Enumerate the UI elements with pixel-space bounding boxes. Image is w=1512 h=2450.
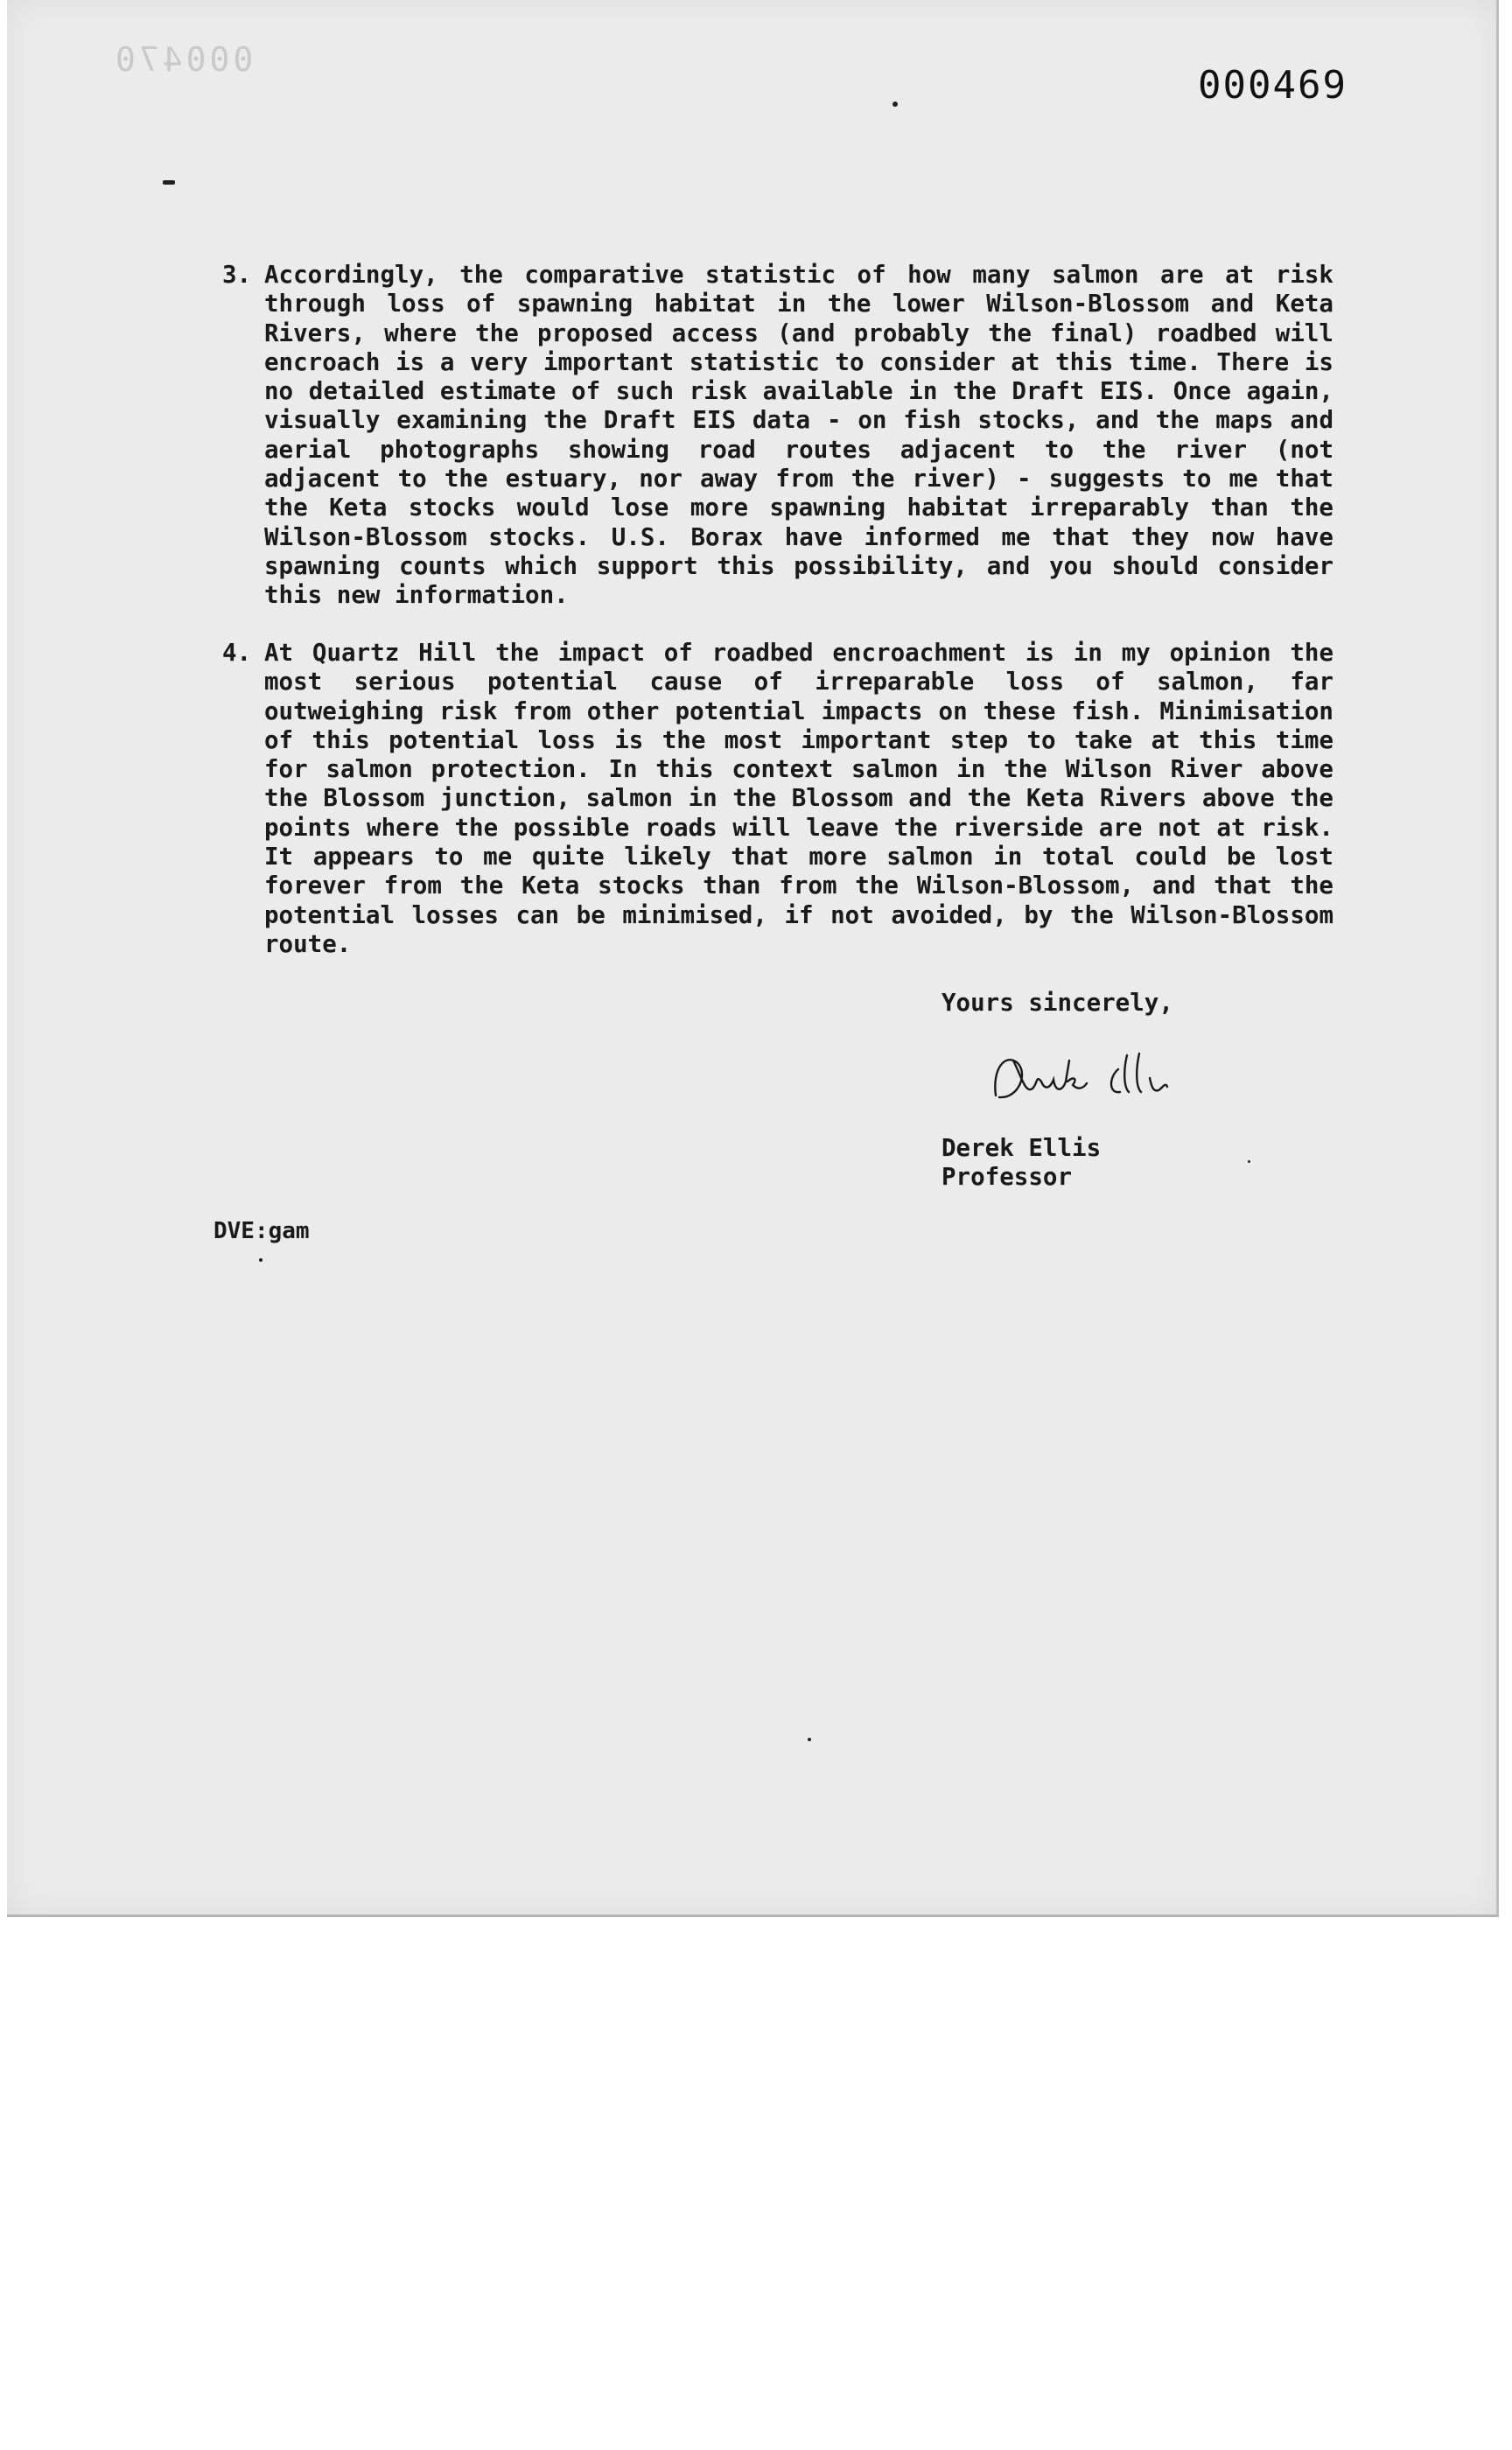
scan-speck [808, 1738, 811, 1741]
reference-initials: DVE:gam [214, 1218, 310, 1244]
scan-speck [892, 102, 898, 107]
paragraph-text: Accordingly, the comparative statistic of how many salmon are at risk through loss of spawning habitat in the lower Wilson-Blossom and Keta Rivers, where the proposed access (and probably the final) roadbed will encroach is a very important statistic to consider at this time. There is no detailed estimate of such risk available in the Draft EIS. Once again, visually examining the Draft EIS data - on fish stocks, and the maps and aerial photographs showing road routes adjacent to the river (not adjacent to the estuary, nor away from the river) - suggests to me that the Keta stocks would lose more spawning habitat irreparably than the Wilson-Blossom stocks. U.S. Borax have informed me that they now have spawning counts which support this possibility, and you should consider this new information. [264, 261, 1334, 610]
scan-speck [259, 1258, 262, 1262]
paragraph-4 [222, 639, 1334, 959]
faint-bleed-through-mark: 000470 [112, 40, 254, 79]
signature-block [942, 1134, 1101, 1192]
paragraph-number: 3. [222, 261, 252, 289]
paragraph-number: 4. [222, 639, 252, 667]
scan-speck [1248, 1160, 1250, 1163]
paragraph-3 [222, 261, 1334, 611]
scanned-page [7, 0, 1499, 1917]
signer-name: Derek Ellis [942, 1134, 1102, 1162]
scan-speck [163, 180, 175, 185]
signer-title: Professor [942, 1163, 1073, 1191]
paragraph-text: At Quartz Hill the impact of roadbed encroachment is in my opinion the most serious potential cause of irreparable loss of salmon, far outweighing risk from other potential impacts on these fish. Minimisation of this potential loss is the most important step to take at this time for salmon protection. In this context salmon in the Wilson River above the Blossom junction, salmon in the Blossom and the Keta Rivers above the points where the possible roads will leave the riverside are not at risk. It appears to me quite likely that more salmon in total could be lost forever from the Keta stocks than from the Wilson-Blossom, and that the potential losses can be minimised, if not avoided, by the Wilson-Blossom route. [264, 639, 1334, 958]
handwritten-signature [987, 1043, 1197, 1116]
closing-salutation: Yours sincerely, [942, 989, 1173, 1017]
page-number: 000469 [1198, 63, 1348, 108]
